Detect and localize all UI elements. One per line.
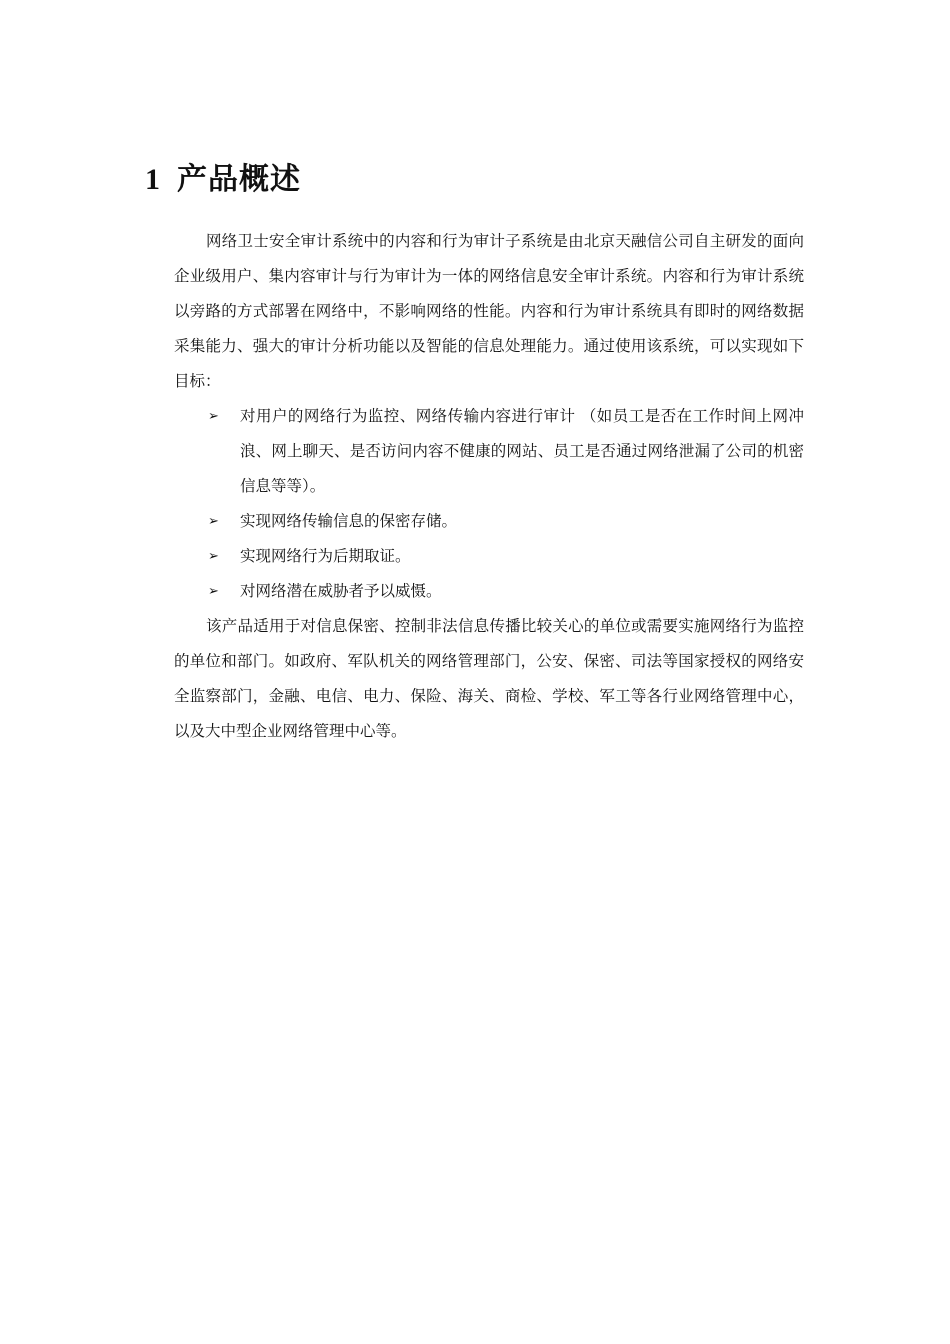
list-item-text: 实现网络行为后期取证。 (240, 547, 411, 565)
intro-paragraph: 网络卫士安全审计系统中的内容和行为审计子系统是由北京天融信公司自主研发的面向企业级用户、集内容审计与行为审计为一体的网络信息安全审计系统。内容和行为审计系统以旁路的方式部署在网络中，不影响网络的性能。内容和行为审计系统具有即时的网络数据采集能力、强大的审计分析功能以及智能的信息处理能力。通过使用该系统，可以实现如下目标： (174, 232, 804, 390)
arrow-bullet-icon: ➢ (208, 409, 219, 424)
list-item-text: 对用户的网络行为监控、网络传输内容进行审计 （如员工是否在工作时间上网冲浪、网上聊天、是否访问内容不健康的网站、员工是否通过网络泄漏了公司的机密信息等等）。 (240, 407, 804, 495)
section-title: 产品概述 (177, 162, 301, 197)
list-item-text: 对网络潜在威胁者予以威慑。 (240, 582, 442, 600)
closing-paragraph: 该产品适用于对信息保密、控制非法信息传播比较关心的单位或需要实施网络行为监控的单位和部门。如政府、军队机关的网络管理部门，公安、保密、司法等国家授权的网络安全监察部门，金融、电信、电力、保险、海关、商检、学校、军工等各行业网络管理中心，以及大中型企业网络管理中心等。 (174, 617, 804, 740)
arrow-bullet-icon: ➢ (208, 549, 219, 564)
list-item (174, 504, 804, 539)
list-item (174, 399, 804, 504)
list-item (174, 574, 804, 609)
goals-list (174, 399, 804, 609)
arrow-bullet-icon: ➢ (208, 584, 219, 599)
section-body (174, 224, 804, 749)
list-item-text: 实现网络传输信息的保密存储。 (240, 512, 458, 530)
section-number: 1 (145, 163, 161, 196)
list-item (174, 539, 804, 574)
arrow-bullet-icon: ➢ (208, 514, 219, 529)
section-heading (145, 158, 301, 202)
